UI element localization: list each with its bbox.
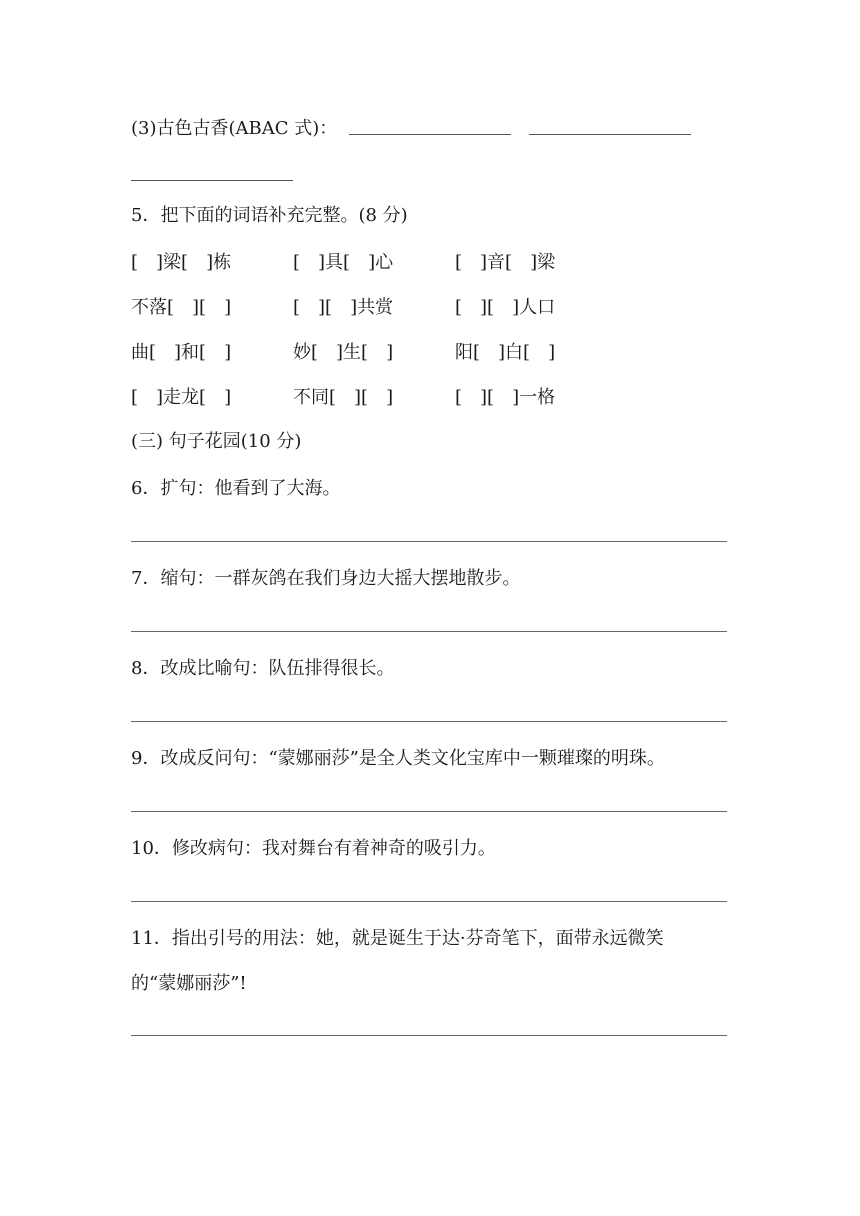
answer-blank-1[interactable] <box>349 116 511 135</box>
q8-text: 8．改成比喻句：队伍排得很长。 <box>131 658 395 679</box>
q5-r1-c1: [ ]梁[ ]栋 <box>131 252 232 273</box>
q9-answer-line[interactable] <box>131 811 727 812</box>
q4-item-3-label: (3)古色古香(ABAC 式)： <box>131 118 338 139</box>
q5-r3-c1: 曲[ ]和[ ] <box>131 342 232 363</box>
q7-text: 7．缩句：一群灰鸽在我们身边大摇大摆地散步。 <box>131 568 521 589</box>
q5-r1-c3: [ ]音[ ]梁 <box>455 252 556 273</box>
q5-r2-c3: [ ][ ]人口 <box>455 297 556 318</box>
q5-title: 5．把下面的词语补充完整。(8 分) <box>131 205 408 226</box>
q7-answer-line[interactable] <box>131 631 727 632</box>
q6-text: 6．扩句：他看到了大海。 <box>131 478 341 499</box>
q11-answer-line[interactable] <box>131 1035 727 1036</box>
q10-answer-line[interactable] <box>131 901 727 902</box>
q5-r3-c2: 妙[ ]生[ ] <box>293 342 394 363</box>
q9-text: 9．改成反问句：“蒙娜丽莎”是全人类文化宝库中一颗璀璨的明珠。 <box>131 748 665 769</box>
q5-r2-c2: [ ][ ]共赏 <box>293 297 394 318</box>
q11-text-line2: 的“蒙娜丽莎”! <box>131 973 247 994</box>
q10-text: 10．修改病句：我对舞台有着神奇的吸引力。 <box>131 838 496 859</box>
q5-r1-c2: [ ]具[ ]心 <box>293 252 394 273</box>
q11-text-line1: 11．指出引号的用法：她，就是诞生于达·芬奇笔下，面带永远微笑 <box>131 928 664 949</box>
q5-r4-c1: [ ]走龙[ ] <box>131 387 232 408</box>
q5-r4-c3: [ ][ ]一格 <box>455 387 556 408</box>
section-3-title: (三) 句子花园(10 分) <box>131 431 302 452</box>
q8-answer-line[interactable] <box>131 721 727 722</box>
q5-r3-c3: 阳[ ]白[ ] <box>455 342 556 363</box>
answer-blank-2[interactable] <box>529 116 691 135</box>
answer-blank-3[interactable] <box>131 162 293 181</box>
q5-r4-c2: 不同[ ][ ] <box>293 387 394 408</box>
q6-answer-line[interactable] <box>131 541 727 542</box>
q5-r2-c1: 不落[ ][ ] <box>131 297 232 318</box>
q4-item-3 <box>131 117 337 141</box>
